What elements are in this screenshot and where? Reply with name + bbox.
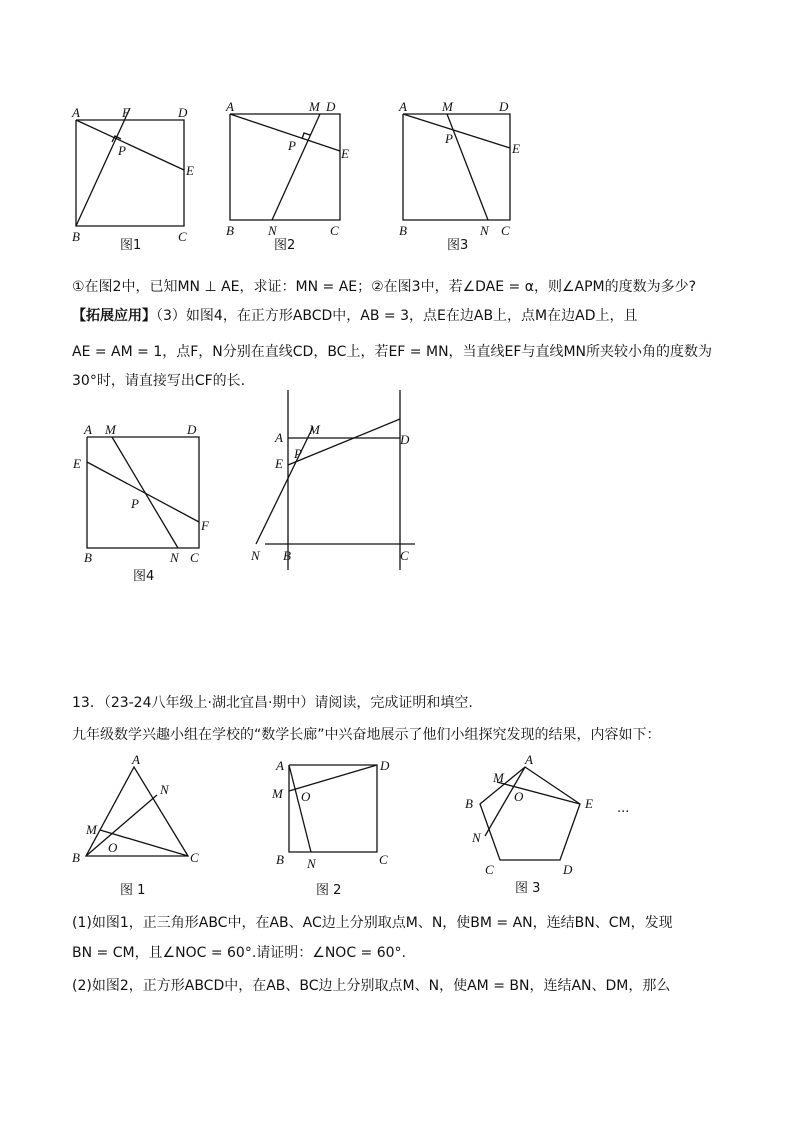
- svg-text:A: A: [275, 430, 283, 445]
- svg-text:A: A: [72, 105, 80, 120]
- svg-text:D: D: [178, 105, 188, 120]
- extension-heading: 【拓展应用】: [72, 308, 156, 324]
- svg-text:O: O: [514, 789, 524, 804]
- svg-text:图1: 图1: [120, 238, 142, 253]
- svg-text:图 2: 图 2: [316, 883, 342, 898]
- problem-13-header: 13．（23-24八年级上·湖北宜昌·期中）请阅读，完成证明和填空.: [72, 695, 473, 711]
- svg-text:E: E: [512, 141, 520, 156]
- svg-text:P: P: [445, 131, 453, 146]
- svg-text:C: C: [400, 548, 409, 563]
- figure-1: [60, 95, 210, 255]
- svg-text:D: D: [400, 432, 410, 447]
- svg-text:N: N: [251, 548, 260, 563]
- svg-text:B: B: [84, 550, 92, 565]
- svg-text:E: E: [341, 146, 349, 161]
- svg-text:F: F: [122, 105, 130, 120]
- svg-text:图2: 图2: [274, 238, 296, 253]
- svg-text:M: M: [442, 99, 453, 114]
- extension-text: （3）如图4，在正方形ABCD中，AB = 3，点E在边AB上，点M在边AD上，且: [156, 308, 638, 324]
- question-line-3: AE = AM = 1，点F，N分别在直线CD，BC上，若EF = MN，当直线EF与直线MN所夹较小角的度数为: [72, 344, 712, 360]
- svg-text:P: P: [131, 496, 139, 511]
- svg-text:B: B: [283, 548, 291, 563]
- svg-text:N: N: [472, 830, 481, 845]
- svg-text:N: N: [480, 223, 489, 238]
- svg-text:A: A: [226, 99, 234, 114]
- svg-text:A: A: [84, 422, 92, 437]
- svg-text:B: B: [399, 223, 407, 238]
- svg-text:M: M: [86, 822, 97, 837]
- svg-text:图 3: 图 3: [515, 881, 541, 896]
- svg-text:A: A: [525, 752, 533, 767]
- svg-text:E: E: [186, 163, 194, 178]
- question-line-1: ①在图2中，已知MN ⊥ AE，求证：MN = AE；②在图3中，若∠DAE = α，则∠APM的度数为多少?: [72, 279, 697, 295]
- svg-text:N: N: [268, 223, 277, 238]
- svg-text:B: B: [465, 796, 473, 811]
- svg-text:D: D: [187, 422, 197, 437]
- svg-text:N: N: [170, 550, 179, 565]
- svg-text:A: A: [399, 99, 407, 114]
- svg-text:B: B: [72, 229, 80, 244]
- svg-text:B: B: [72, 850, 80, 865]
- svg-text:C: C: [330, 223, 339, 238]
- svg-text:图3: 图3: [447, 238, 469, 253]
- svg-text:P: P: [118, 143, 126, 158]
- svg-text:...: ...: [617, 801, 630, 816]
- svg-text:F: F: [201, 518, 209, 533]
- svg-text:M: M: [272, 786, 283, 801]
- problem-13-figure-1: [70, 750, 220, 900]
- svg-text:P: P: [288, 138, 296, 153]
- svg-text:C: C: [485, 862, 494, 877]
- svg-text:D: D: [326, 99, 336, 114]
- svg-text:M: M: [309, 99, 320, 114]
- problem-13-q1-line-1: (1)如图1，正三角形ABC中，在AB、AC边上分别取点M、N，使BM = AN，连结BN、CM，发现: [72, 915, 673, 931]
- question-line-2: [72, 305, 752, 327]
- svg-text:O: O: [108, 840, 118, 855]
- svg-text:B: B: [276, 852, 284, 867]
- svg-text:B: B: [226, 223, 234, 238]
- svg-text:D: D: [499, 99, 509, 114]
- svg-text:图4: 图4: [133, 569, 155, 584]
- svg-text:M: M: [105, 422, 116, 437]
- svg-text:P: P: [294, 446, 302, 461]
- problem-13-intro: 九年级数学兴趣小组在学校的“数学长廊”中兴奋地展示了他们小组探究发现的结果，内容如下：: [72, 727, 661, 743]
- svg-text:C: C: [501, 223, 510, 238]
- figure-2: [222, 95, 372, 255]
- svg-text:N: N: [307, 856, 316, 871]
- svg-text:图 1: 图 1: [120, 883, 146, 898]
- figure-5: [245, 390, 435, 575]
- svg-text:N: N: [160, 782, 169, 797]
- question-line-4: 30°时，请直接写出CF的长.: [72, 373, 246, 389]
- svg-text:E: E: [73, 456, 81, 471]
- svg-text:E: E: [585, 796, 593, 811]
- svg-text:M: M: [493, 770, 504, 785]
- svg-text:C: C: [379, 852, 388, 867]
- problem-13-figure-2: [270, 752, 400, 902]
- svg-text:D: D: [380, 758, 390, 773]
- problem-13-q1-line-2: BN = CM，且∠NOC = 60°.请证明：∠NOC = 60°.: [72, 945, 406, 961]
- svg-text:O: O: [301, 789, 311, 804]
- problem-13-figure-3: [455, 750, 655, 900]
- svg-text:C: C: [178, 229, 187, 244]
- figure-4: [65, 420, 235, 590]
- svg-text:M: M: [309, 422, 320, 437]
- svg-text:D: D: [563, 862, 573, 877]
- svg-text:C: C: [190, 550, 199, 565]
- svg-text:A: A: [132, 752, 140, 767]
- figure-3: [395, 95, 545, 255]
- svg-text:C: C: [190, 850, 199, 865]
- problem-13-q2-line-1: (2)如图2，正方形ABCD中，在AB、BC边上分别取点M、N，使AM = BN，连结AN、DM，那么: [72, 978, 671, 994]
- svg-text:A: A: [276, 758, 284, 773]
- svg-text:E: E: [275, 456, 283, 471]
